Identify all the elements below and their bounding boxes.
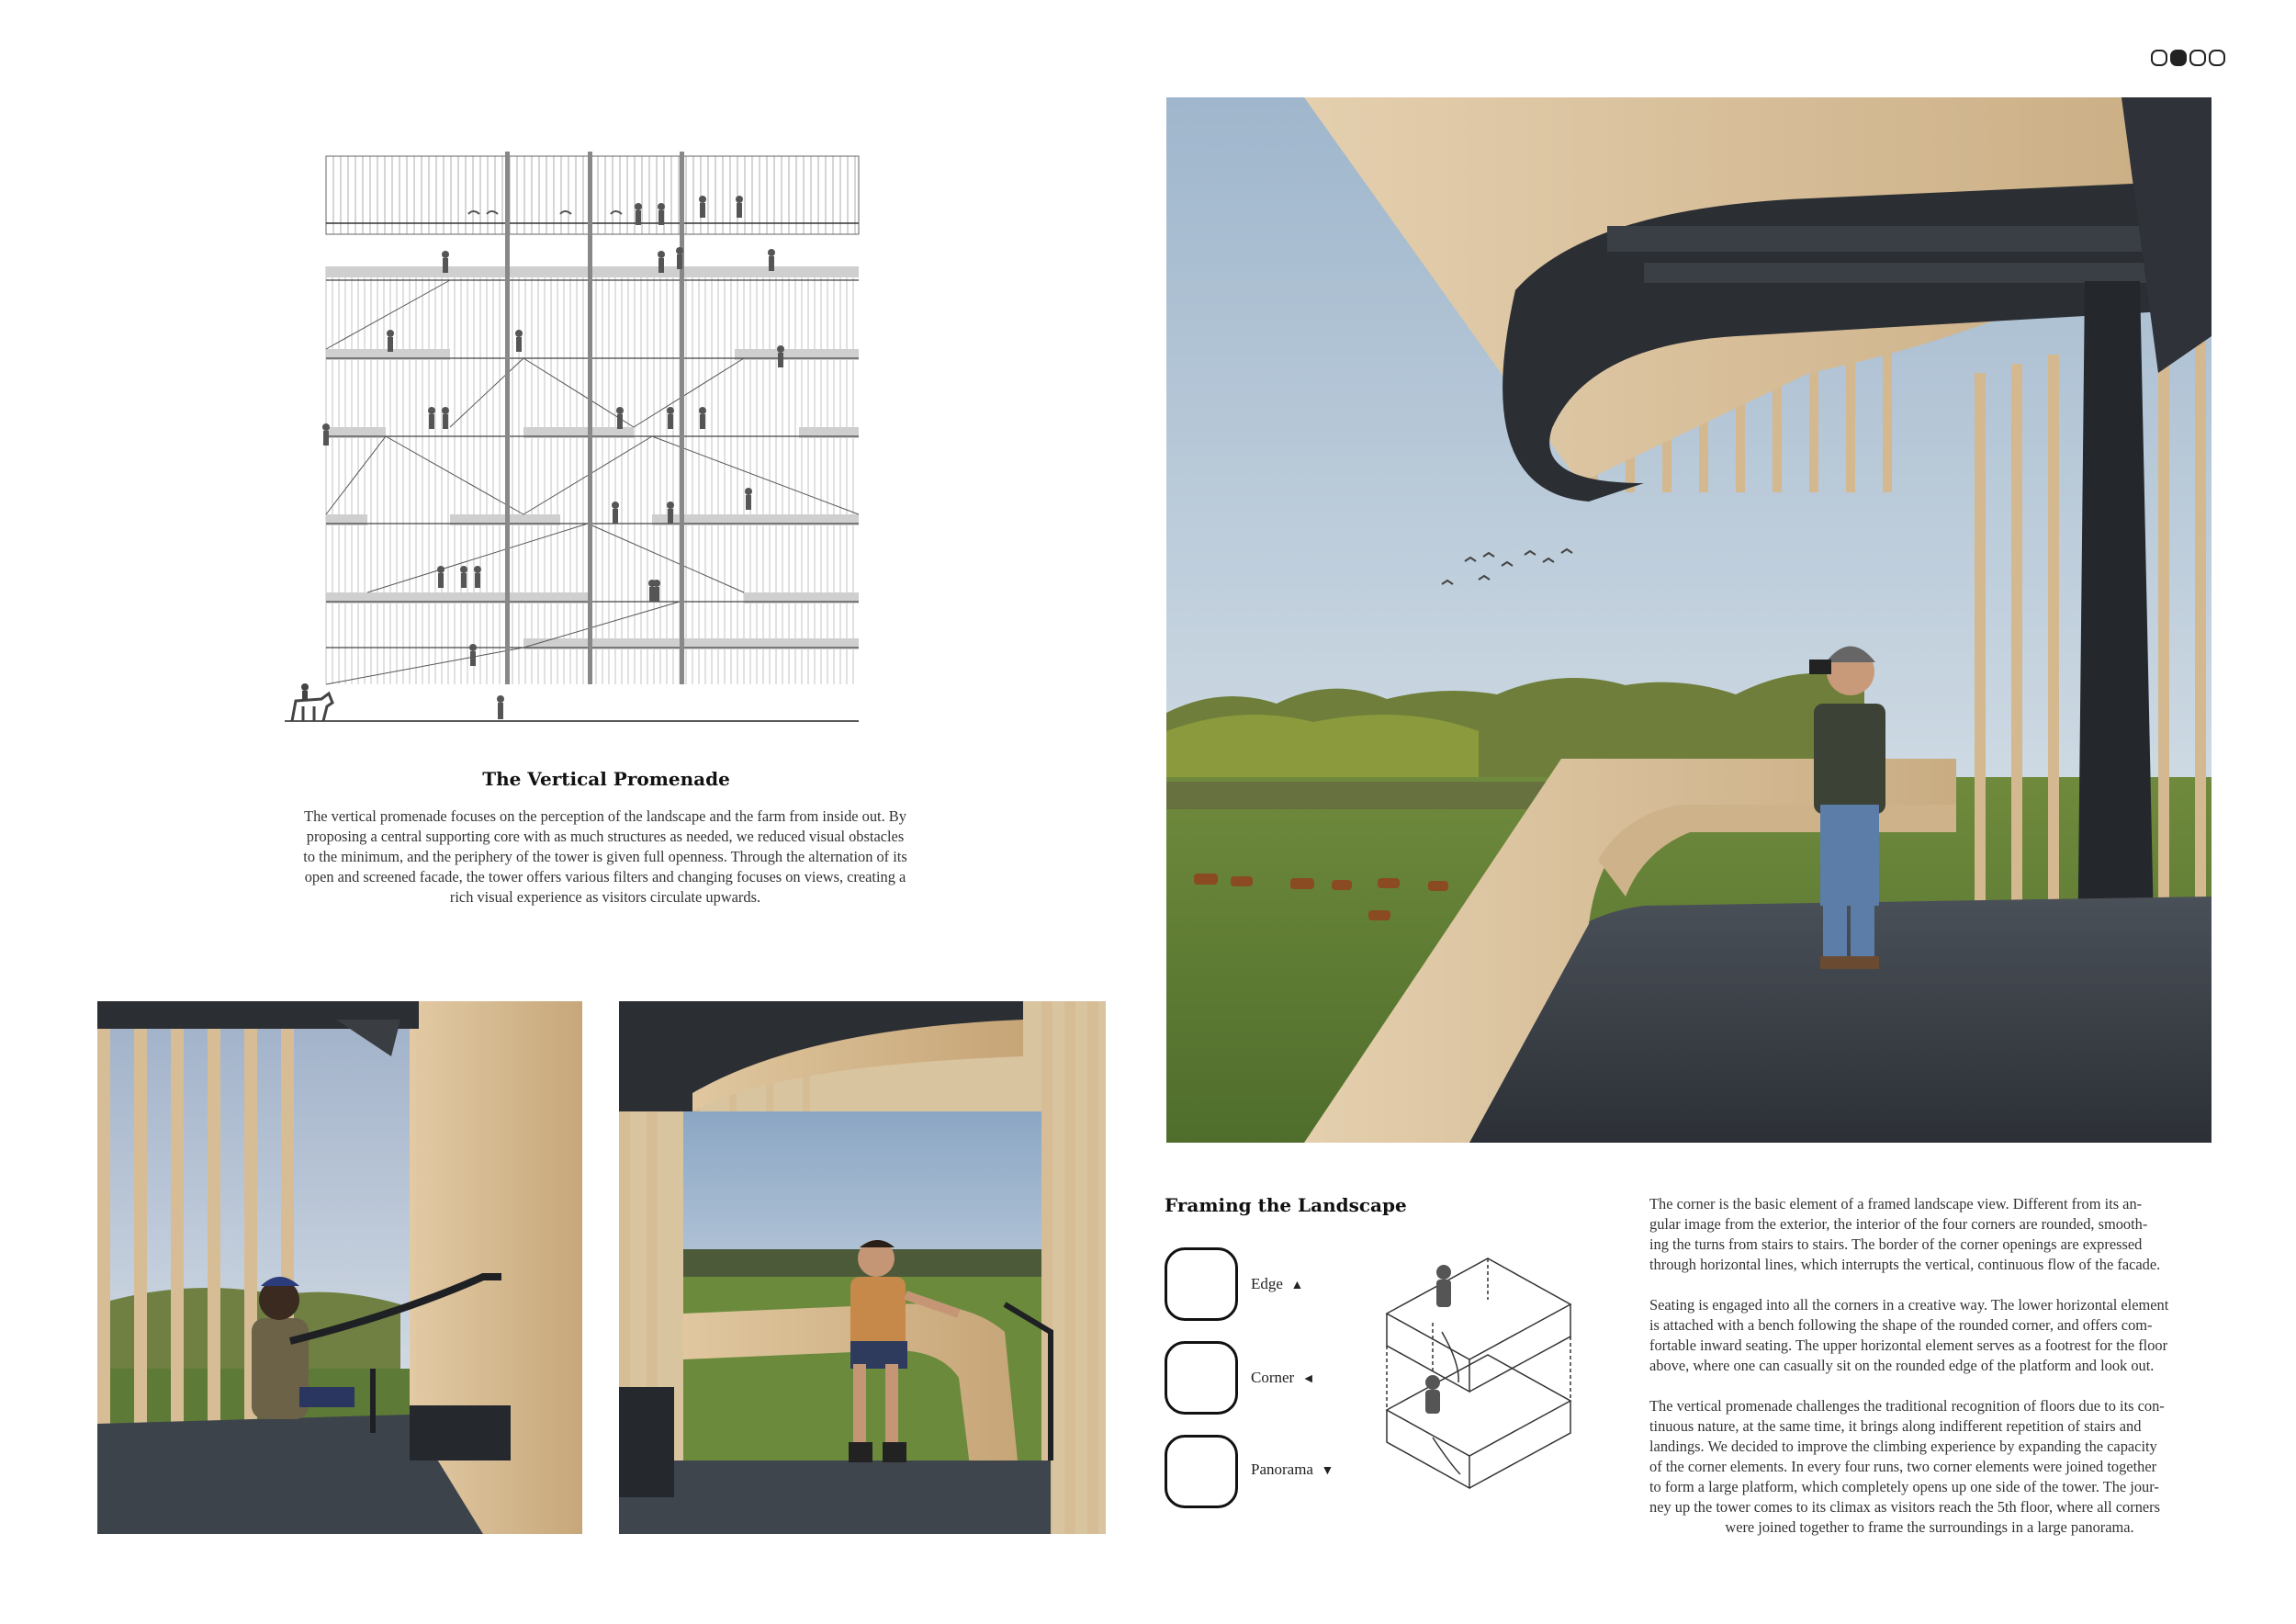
legend-label-corner: Corner ◄: [1251, 1369, 1315, 1386]
corner-description: [1649, 1194, 2210, 1538]
framing-title: Framing the Landscape: [1165, 1194, 1407, 1216]
corner-axonometric-drawing: [1378, 1245, 1589, 1520]
page-dot-2[interactable]: [2170, 50, 2187, 66]
observation-deck-render: [1166, 97, 2212, 1143]
page-dot-1[interactable]: [2151, 50, 2167, 66]
triangle-up-icon: ▲: [1290, 1279, 1304, 1292]
page-dot-3[interactable]: [2189, 50, 2206, 66]
legend-box-edge: [1165, 1247, 1238, 1321]
promenade-title: The Vertical Promenade: [482, 768, 730, 790]
page-dot-4[interactable]: [2209, 50, 2225, 66]
legend-box-corner: [1165, 1341, 1238, 1415]
promenade-line: to the minimum, and the periphery of the tower is given full openness. Through the alternation of its: [303, 848, 907, 865]
triangle-down-icon: ▼: [1321, 1464, 1334, 1478]
promenade-line: open and screened facade, the tower offers various filters and changing focuses on views, creating a: [304, 868, 906, 885]
promenade-line: rich visual experience as visitors circulate upwards.: [449, 888, 761, 906]
promenade-line: The vertical promenade focuses on the perception of the landscape and the farm from inside out. By: [304, 807, 906, 825]
promenade-line: proposing a central supporting core with as much structures as needed, we reduced visual obstacles: [306, 828, 905, 845]
bench-seat-render: [619, 1001, 1106, 1534]
legend-label-edge: Edge ▲: [1251, 1275, 1304, 1292]
paragraph: The vertical promenade challenges the traditional recognition of floors due to its con- tinuous nature, at the same time, it brings along indifferent repetition of stairs and landings. We decided to improve the climbing experience by expanding the capacity of the corner elements. In every four runs, two corner elements were joined together to form a large platform, which completely opens up one side of the tower. The jour- ney up the tower comes to its climax as visitors reach the 5th floor, where all corners were joined together to frame the surroundings in a large panorama.: [1649, 1397, 2165, 1536]
triangle-left-icon: ◄: [1301, 1372, 1315, 1386]
paragraph: Seating is engaged into all the corners in a creative way. The lower horizontal element is attached with a bench following the shape of the rounded corner, and offers com- fortable inward seating. The upper horizontal element serves as a footrest for the floor above, where one can casually sit on the rounded edge of the platform and look out.: [1649, 1296, 2169, 1374]
promenade-body: [274, 806, 937, 908]
legend-box-panorama: [1165, 1435, 1238, 1508]
paragraph: The corner is the basic element of a framed landscape view. Different from its an- gular image from the exterior, the interior of the four corners are rounded, smooth- ing the turns from stairs to stairs. The border of the corner openings are expressed through horizontal lines, which interrupts the vertical, continuous flow of the facade.: [1649, 1195, 2161, 1273]
page-indicator: [2151, 50, 2225, 66]
corner-seat-render: [97, 1001, 582, 1534]
legend-label-panorama: Panorama ▼: [1251, 1460, 1334, 1478]
tower-section-drawing: [285, 152, 872, 739]
